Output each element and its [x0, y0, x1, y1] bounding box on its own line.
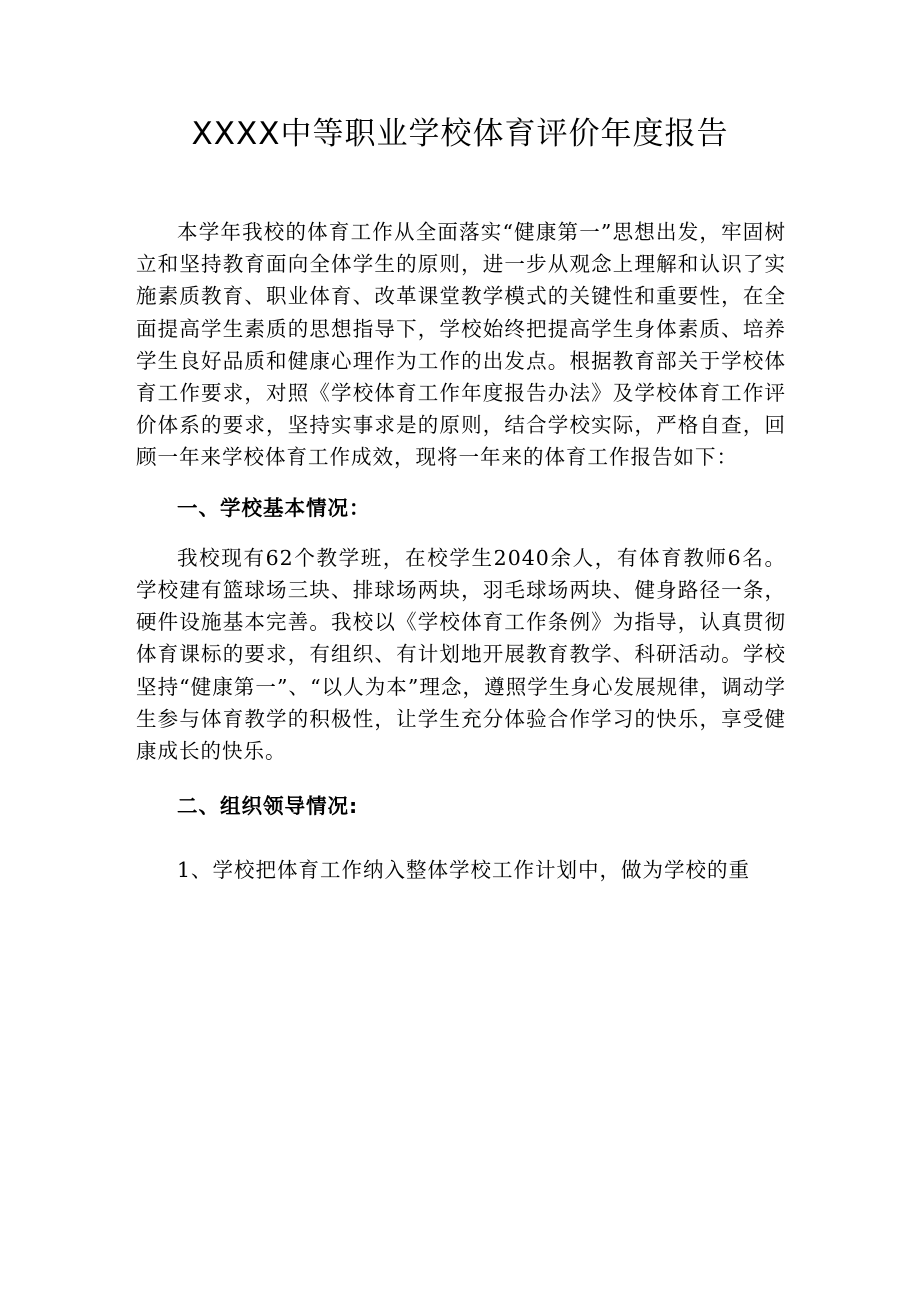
section-heading-organization: 二、组织领导情况:: [177, 794, 359, 819]
document-title: XXXX中等职业学校体育评价年度报告: [191, 116, 729, 152]
section-paragraph-organization: 1、学校把体育工作纳入整体学校工作计划中，做为学校的重: [177, 858, 751, 883]
section-heading-basic-info: 一、学校基本情况：: [177, 495, 371, 520]
intro-paragraph: 本学年我校的体育工作从全面落实“健康第一”思想出发，牢固树立和坚持教育面向全体学生的原则，进一步从观念上理解和认识了实施素质教育、职业体育、改革课堂教学模式的关键性和重要性，在全面提高学生素质的思想指导下，学校始终把提高学生身体素质、培养学生良好品质和健康心理作为工作的出发点。根据教育部关于学校体育工作要求，对照《学校体育工作年度报告办法》及学校体育工作评价体系的要求，坚持实事求是的原则，结合学校实际，严格自查，回顾一年来学校体育工作成效，现将一年来的体育工作报告如下：: [136, 220, 786, 470]
document-body: [136, 216, 786, 887]
section-paragraph-basic-info: 我校现有62个教学班，在校学生2040余人，有体育教师6名。学校建有篮球场三块、排球场两块，羽毛球场两块、健身路径一条，硬件设施基本完善。我校以《学校体育工作条例》为指导，认真贯彻体育课标的要求，有组织、有计划地开展教育教学、科研活动。学校坚持“健康第一”、“以人为本”理念，遵照学生身心发展规律，调动学生参与体育教学的积极性，让学生充分体验合作学习的快乐，享受健康成长的快乐。: [136, 545, 786, 764]
